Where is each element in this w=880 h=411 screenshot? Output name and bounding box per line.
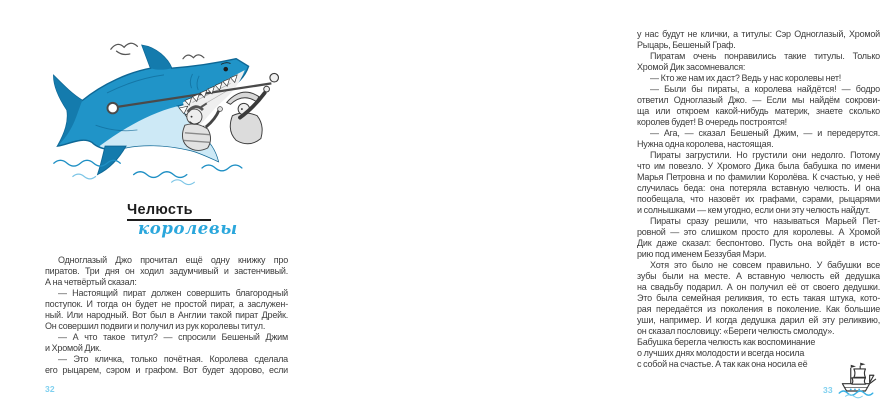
text-line: его рыцарем, сэром и графом. Вот будет здорово, если bbox=[45, 365, 288, 375]
text-line: Пиратам очень понравились такие титулы. Только bbox=[650, 51, 880, 61]
water-waves bbox=[54, 160, 242, 184]
text-line: Пираты сразу решили, что называться Марьей Пет- bbox=[650, 216, 880, 226]
text-line: уши, например. И когда дедушка дарил ей эту реликвию, bbox=[637, 315, 880, 325]
pirate-figure bbox=[182, 103, 222, 150]
shark-pirate-illustration bbox=[50, 30, 278, 190]
text-line: случилась беда: она потеряла вставную челюсть. И она bbox=[637, 183, 880, 193]
text-line: ответил Одноглазый Джо. — Если мы найдём сокрови- bbox=[637, 95, 880, 105]
text-line: Хромой Дик засомневался: bbox=[637, 62, 746, 72]
text-line: на свадьбу подарил. А он получил её от своего дедушки. bbox=[637, 282, 880, 292]
text-line: зубы были на месте. А вставную челюсть ей дедушка bbox=[637, 271, 880, 281]
text-line: — Настоящий пират должен совершить благородный bbox=[58, 288, 288, 298]
text-line: что им повезло. У Хромого Дика была бабушка по имени bbox=[637, 161, 880, 171]
text-line: Бабушка берегла челюсть как воспоминание bbox=[637, 337, 816, 347]
right-page-text-block bbox=[637, 29, 880, 372]
text-line: Пираты загрустили. Но грустили они недолго. Потому bbox=[650, 150, 880, 160]
left-page bbox=[0, 0, 300, 411]
shark-eye bbox=[223, 67, 228, 72]
text-line: пиратов. Три дня он ходил задумчивый и застенчивый. bbox=[45, 266, 288, 276]
text-line: Он совершил подвиги и получил из рук королевы титул. bbox=[45, 321, 266, 331]
text-line: о лучших днях молодости и всегда носила bbox=[637, 348, 805, 358]
text-line: Нужна одна королева, настоящая. bbox=[637, 139, 774, 149]
text-line: Дик даже сказал: беспонтово. Пусть она войдёт в исто- bbox=[637, 238, 880, 248]
text-line: и солнышками — кем угодно, если они эту челюсть найдут. bbox=[637, 205, 871, 215]
left-page-text-block bbox=[45, 255, 288, 378]
text-line: — Были бы пираты, а королева найдётся! — бодро bbox=[650, 84, 880, 94]
text-line: он сказал пословицу: «Береги челюсть смолоду». bbox=[637, 326, 835, 336]
ship-icon bbox=[835, 362, 877, 399]
text-line: пообещала, что назовёт их графами, сэрами, рыцарями bbox=[637, 194, 880, 204]
text-line: рая передаётся из поколения в поколение. Как большие bbox=[637, 304, 880, 314]
text-line: ный. Или народный. Вот был в Англии такой пират Дрейк. bbox=[45, 310, 288, 320]
chapter-title-script: королевы bbox=[138, 219, 238, 238]
text-line: у нас будут не клички, а титулы: Сэр Одноглазый, Хромой bbox=[637, 29, 880, 39]
text-line: А на четвёртый сказал: bbox=[45, 277, 137, 287]
text-line: ровной — это слишком просто для королевы. А Хромой bbox=[637, 227, 880, 237]
text-line: и Хромой Дик. bbox=[45, 343, 102, 353]
chapter-title bbox=[127, 203, 238, 239]
text-line: — Кто же нам их даст? Ведь у нас королевы нет! bbox=[650, 73, 842, 83]
pirate-with-hat bbox=[227, 86, 270, 144]
right-page bbox=[300, 0, 880, 411]
text-line: поступок. И тогда он будет не простой пират, а заслужен- bbox=[45, 299, 288, 309]
text-line: Рыцарь, Бешеный Граф. bbox=[637, 40, 736, 50]
right-page-number: 33 bbox=[823, 385, 833, 395]
text-line: — Ага, — сказал Бешеный Джим, — и передерутся. bbox=[650, 128, 880, 138]
text-line: Марья Петровна и по фамилии Королёва. К счастью, у неё bbox=[637, 172, 880, 182]
text-line: ща или откроем какой-нибудь материк, знаете сколько bbox=[637, 106, 880, 116]
text-line: рию под именем Беззубая Мэри. bbox=[637, 249, 767, 259]
text-line: королев будет! В очередь построятся! bbox=[637, 117, 787, 127]
chapter-title-main: Челюсть bbox=[127, 202, 193, 218]
left-page-number: 32 bbox=[45, 384, 55, 394]
text-line: Хотя это было не совсем правильно. У бабушки все bbox=[650, 260, 880, 270]
text-line: — Это кличка, только почётная. Королева сделала bbox=[58, 354, 288, 364]
text-line: с собой на счастье. А так как она носила её bbox=[637, 359, 808, 369]
text-line: Это была семейная реликвия, то есть такая штука, кото- bbox=[637, 293, 880, 303]
text-line: — А что такое титул? — спросили Бешеный Джим bbox=[58, 332, 288, 342]
text-line: Одноглазый Джо прочитал ещё одну книжку про bbox=[58, 255, 288, 265]
